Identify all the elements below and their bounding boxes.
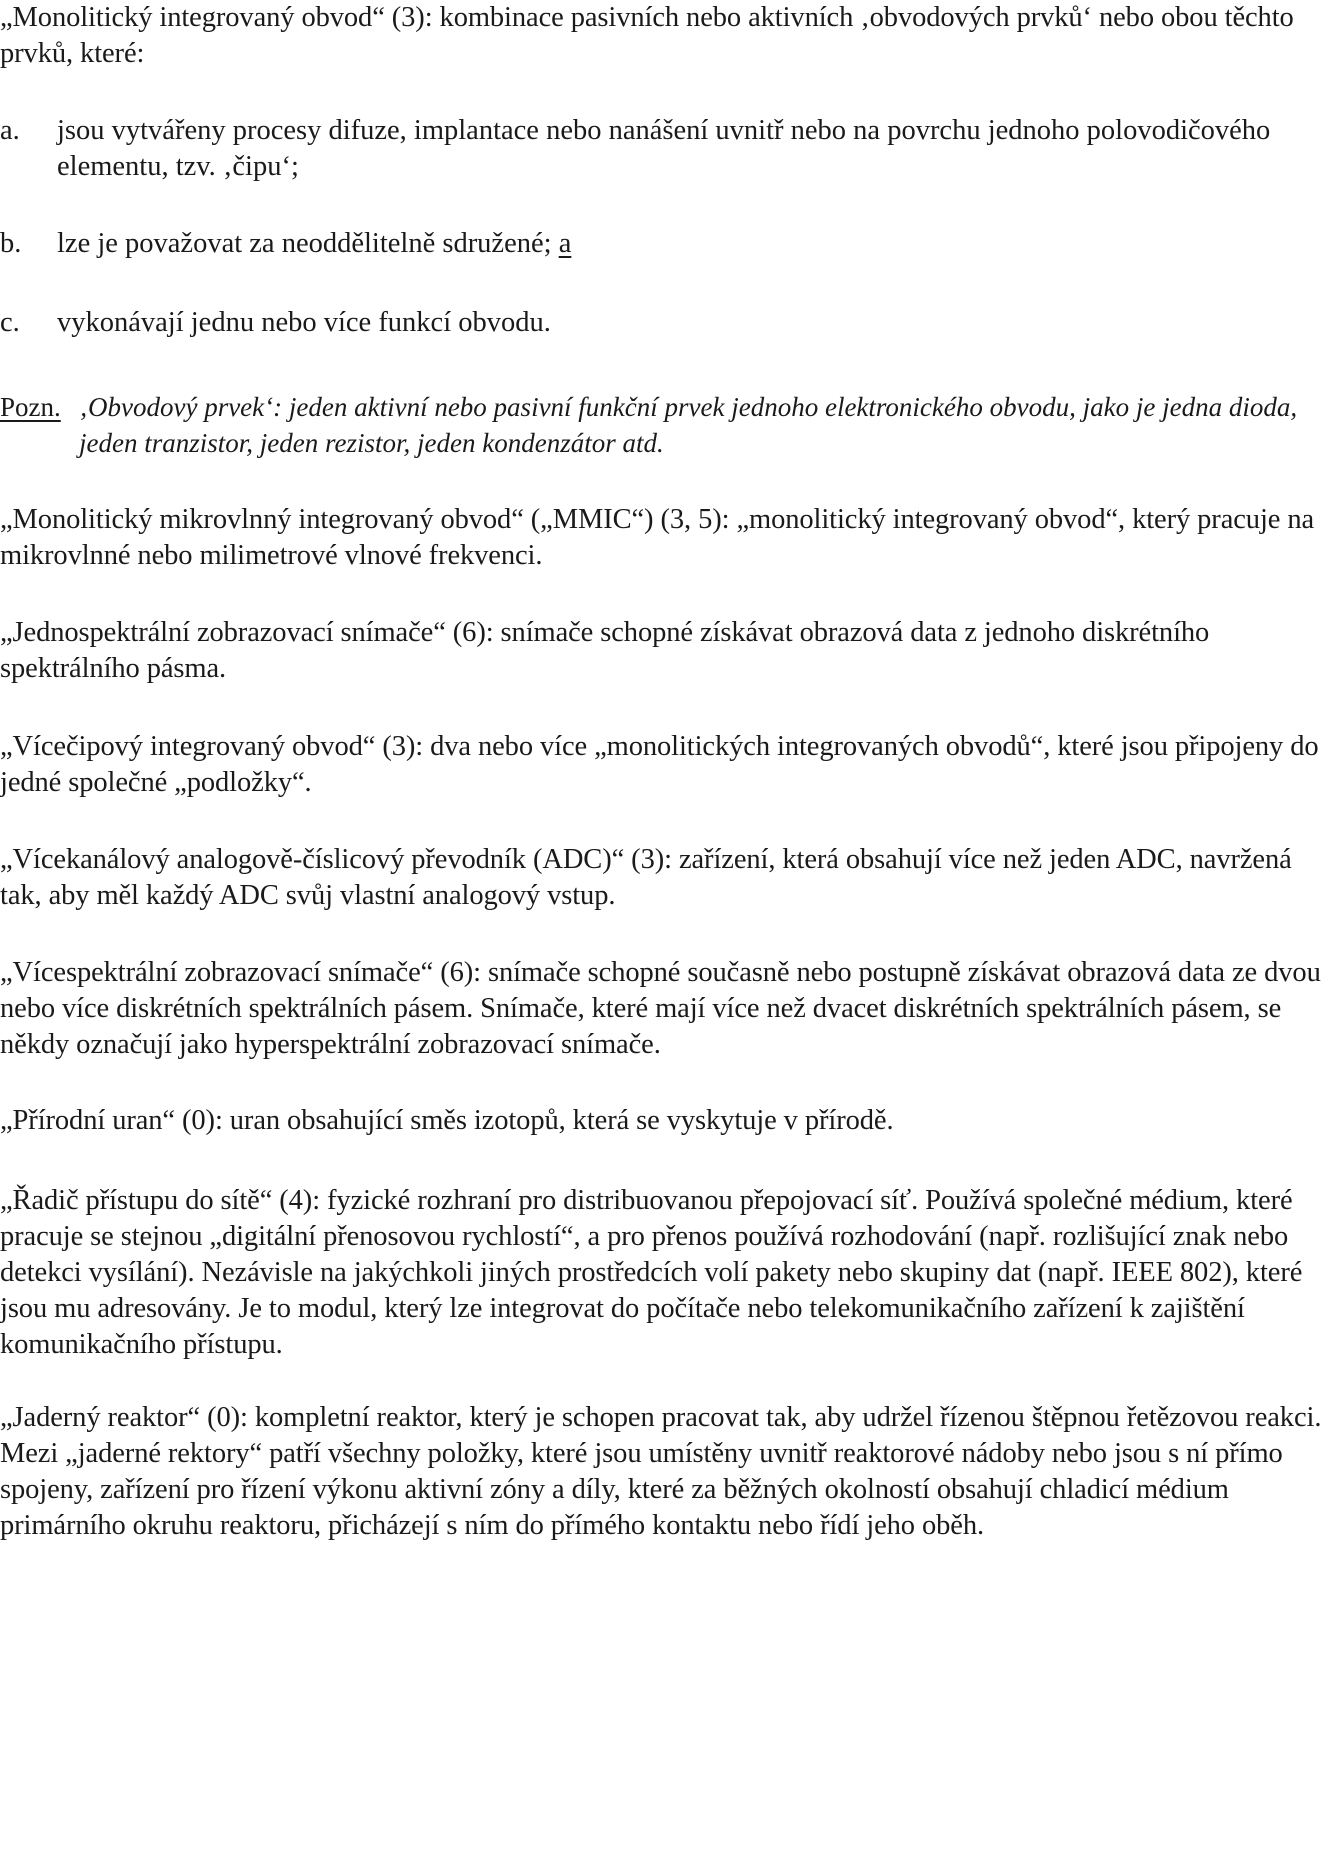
- list-item-text: lze je považovat za neoddělitelně sdružené;: [57, 228, 552, 259]
- definition-nuclear-reactor: „Jaderný reaktor“ (0): kompletní reaktor, který je schopen pracovat tak, aby udržel řízenou štěpnou řetězovou reakci. Mezi „jaderné rektory“ patří všechny položky, které jsou umístěny uvnitř reaktorové nádoby nebo jsou s ní přímo spojeny, zařízení pro řízení výkonu aktivní zóny a díly, které za běžných okolností obsahují chladicí médium primárního okruhu reaktoru, přicházejí s ním do přímého kontaktu nebo řídí jeho oběh.: [0, 1402, 1322, 1541]
- definition-multichip-ic: „Vícečipový integrovaný obvod“ (3): dva nebo více „monolitických integrovaných obvodů“, které jsou připojeny do jedné společné „podložky“.: [0, 731, 1319, 798]
- list-marker: a.: [0, 115, 20, 146]
- definition-network-access-controller: „Řadič přístupu do sítě“ (4): fyzické rozhraní pro distribuovanou přepojovací síť. Používá společné médium, které pracuje se stejnou „digitální přenosovou rychlostí“, a pro přenos používá rozhodování (např. rozlišující znak nebo detekci vysílání). Nezávisle na jakýchkoli jiných prostředcích volí pakety nebo skupiny dat (např. IEEE 802), které jsou mu adresovány. Je to modul, který lze integrovat do počítače nebo telekomunikačního zařízení k zajištění komunikačního přístupu.: [0, 1185, 1303, 1360]
- list-marker: b.: [0, 228, 22, 259]
- definition-natural-uranium: „Přírodní uran“ (0): uran obsahující směs izotopů, která se vyskytuje v přírodě.: [0, 1105, 894, 1136]
- list-marker: c.: [0, 307, 20, 338]
- list-item-c: [0, 305, 1330, 341]
- definition-single-spectral-sensors: „Jednospektrální zobrazovací snímače“ (6): snímače schopné získávat obrazová data z jednoho diskrétního spektrálního pásma.: [0, 617, 1210, 684]
- list-item-a: [0, 113, 1330, 185]
- list-item-text: jsou vytvářeny procesy difuze, implantace nebo nanášení uvnitř nebo na povrchu jednoho polovodičového elementu, tzv. ‚čipu‘;: [57, 115, 1271, 182]
- list-item-b: [0, 226, 1330, 262]
- note-label: Pozn.: [0, 392, 61, 422]
- definition-multichannel-adc: „Vícekanálový analogově-číslicový převodník (ADC)“ (3): zařízení, která obsahují více než jeden ADC, navržená tak, aby měl každý ADC svůj vlastní analogový vstup.: [0, 844, 1292, 911]
- definition-monolithic-ic: „Monolitický integrovaný obvod“ (3): kombinace pasivních nebo aktivních ‚obvodových prvků‘ nebo obou těchto prvků, které:: [0, 2, 1294, 69]
- conjunction-link[interactable]: a: [558, 228, 572, 259]
- note-block: [0, 389, 1330, 461]
- note-text: ‚Obvodový prvek‘: jeden aktivní nebo pasivní funkční prvek jednoho elektronického obvodu, jako je jedna dioda, jeden tranzistor, jeden rezistor, jeden kondenzátor atd.: [79, 392, 1298, 458]
- list-item-text: vykonávají jednu nebo více funkcí obvodu.: [57, 307, 551, 338]
- definition-mmic: „Monolitický mikrovlnný integrovaný obvod“ („MMIC“) (3, 5): „monolitický integrovaný obvod“, který pracuje na mikrovlnné nebo milimetrové vlnové frekvenci.: [0, 504, 1315, 571]
- definition-multispectral-sensors: „Vícespektrální zobrazovací snímače“ (6): snímače schopné současně nebo postupně získávat obrazová data ze dvou nebo více diskrétních spektrálních pásem. Snímače, které mají více než dvacet diskrétních spektrálních pásem, se někdy označují jako hyperspektrální zobrazovací snímače.: [0, 957, 1321, 1060]
